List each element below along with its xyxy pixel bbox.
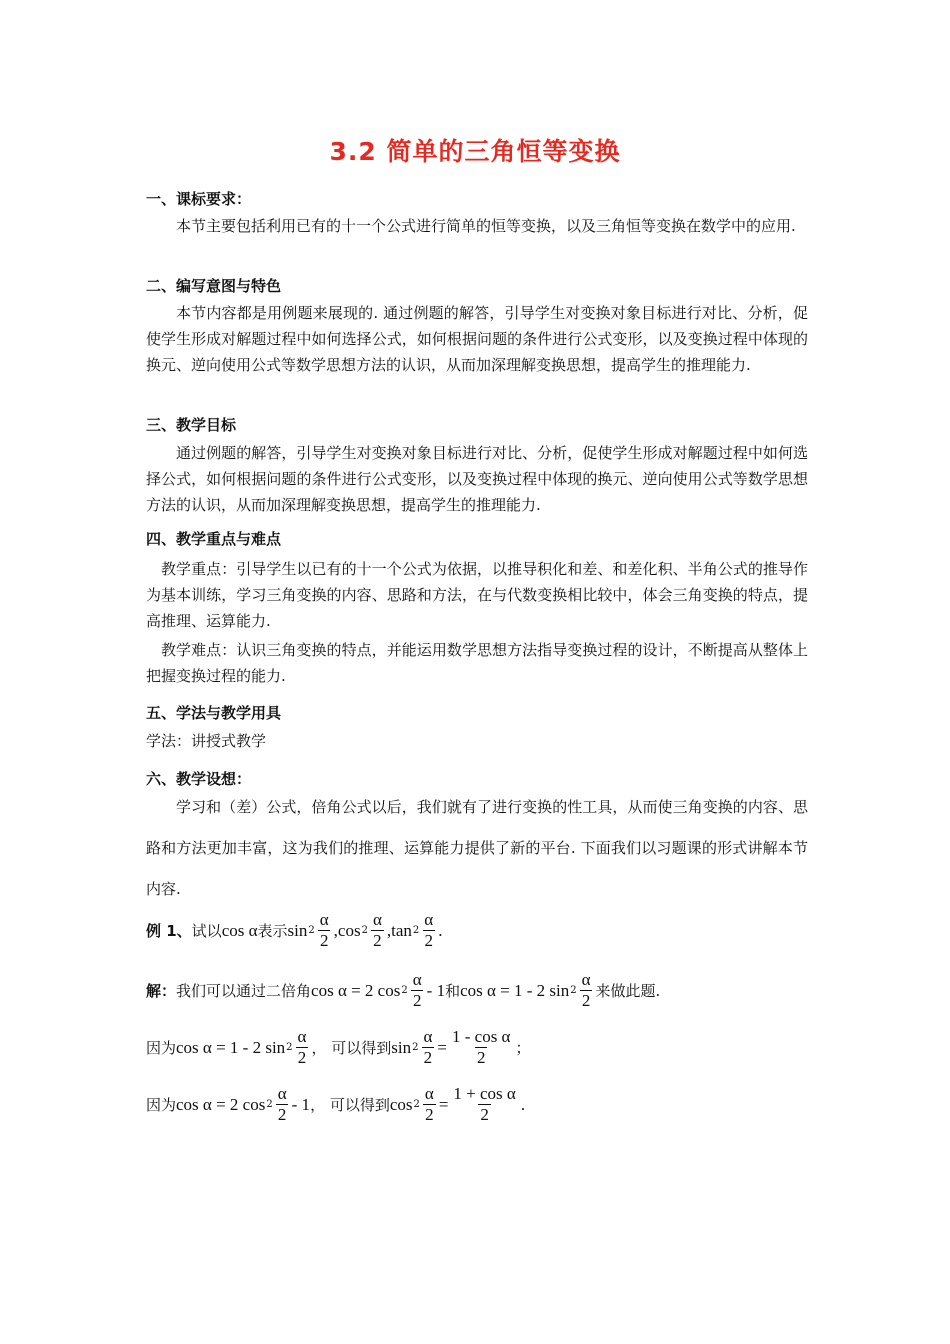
section-body-4b: 教学难点：认识三角变换的特点，并能运用数学思想方法指导变换过程的设计，不断提高从整体上把握变换过程的能力.: [146, 641, 808, 685]
math-fraction-half-alpha: $\frac{\alpha}{2}$: [424, 910, 434, 950]
section-heading-4: 四、教学重点与难点: [146, 530, 282, 548]
math-cos: cos: [389, 1094, 413, 1114]
math-sin: sin: [391, 1037, 412, 1057]
math-fraction-result: $\frac{\text{1 - cos α}}{2}$: [451, 1027, 511, 1067]
math-expression: cos α = 2 cos: [176, 1094, 266, 1114]
math-fraction-half-alpha: $\frac{\alpha}{2}$: [319, 910, 329, 950]
line3-text-1: 因为: [146, 1096, 177, 1114]
math-minus-one: - 1: [291, 1094, 311, 1114]
solution-text-1: 我们可以通过二倍角: [176, 982, 312, 1000]
derivation-line-cos: [146, 1084, 826, 1125]
section-body-6: 学习和（差）公式，倍角公式以后，我们就有了进行变换的性工具，从而使三角变换的内容、思路和方法更加丰富，这为我们的推理、运算能力提供了新的平台. 下面我们以习题课的形式讲解本节内容.: [146, 798, 808, 898]
line2-text-2: ， 可以得到: [311, 1039, 392, 1057]
math-exponent: 2: [286, 1042, 293, 1053]
math-cos: cos: [337, 920, 361, 940]
solution-text-2: 和: [445, 982, 461, 1000]
math-exponent: 2: [401, 985, 408, 996]
line2-end: ；: [515, 1039, 531, 1057]
math-tan: tan: [391, 920, 412, 940]
math-exponent: 2: [570, 985, 577, 996]
line3-end: .: [520, 1094, 526, 1114]
math-minus-one: - 1: [426, 980, 446, 1000]
example-1-line: [146, 910, 826, 951]
section-body-4a: 教学重点：引导学生以已有的十一个公式为依据，以推导积化和差、和差化积、半角公式的推导作为基本训练，学习三角变换的内容、思路和方法，在与代数变换相比较中，体会三角变换的特点，提高推理、运算能力.: [146, 560, 808, 630]
math-exponent: 2: [412, 925, 420, 936]
math-fraction-result: $\frac{\text{1 + cos α}}{2}$: [453, 1084, 516, 1124]
math-exponent: 2: [266, 1099, 273, 1110]
math-fraction-half-alpha: $\frac{\alpha}{2}$: [277, 1084, 287, 1124]
section-heading-3: 三、教学目标: [146, 416, 237, 434]
math-expression: cos α = 1 - 2 sin: [460, 980, 570, 1000]
math-expression: cos α = 2 cos: [311, 980, 401, 1000]
math-fraction-half-alpha: $\frac{\alpha}{2}$: [581, 970, 591, 1010]
math-expression: cos α = 1 - 2 sin: [176, 1037, 286, 1057]
math-exponent: 2: [308, 925, 315, 936]
example-text-1: 试以: [191, 922, 222, 940]
math-comma: ,: [386, 920, 392, 940]
section-heading-1: 一、课标要求：: [146, 190, 252, 208]
section-body-1: 本节主要包括利用已有的十一个公式进行简单的恒等变换，以及三角恒等变换在数学中的应用.: [176, 217, 796, 235]
section-heading-5: 五、学法与教学用具: [146, 704, 282, 722]
math-cos-alpha: cos α: [221, 920, 258, 940]
math-exponent: 2: [361, 925, 368, 936]
example-text-2: 表示: [257, 922, 288, 940]
example-label: 例 1、: [146, 922, 192, 940]
math-equals: =: [437, 1037, 447, 1057]
math-exponent: 2: [412, 1042, 419, 1053]
line2-text-1: 因为: [146, 1039, 177, 1057]
section-heading-6: 六、教学设想：: [146, 770, 252, 788]
section-heading-2: 二、编写意图与特色: [146, 277, 282, 295]
math-fraction-half-alpha: $\frac{\alpha}{2}$: [297, 1027, 307, 1067]
math-fraction-half-alpha: $\frac{\alpha}{2}$: [423, 1027, 433, 1067]
derivation-line-sin: [146, 1027, 826, 1068]
math-fraction-half-alpha: $\frac{\alpha}{2}$: [424, 1084, 434, 1124]
page-title: 3.2 简单的三角恒等变换: [329, 137, 621, 166]
math-equals: =: [438, 1094, 449, 1114]
math-comma: ,: [333, 920, 338, 940]
solution-line: [146, 970, 826, 1011]
section-body-2: 本节内容都是用例题来展现的. 通过例题的解答，引导学生对变换对象目标进行对比、分析，促使学生形成对解题过程中如何选择公式，如何根据问题的条件进行公式变形，以及变换过程中体现的换元、逆向使用公式等数学思想方法的认识，从而加深理解变换思想，提高学生的推理能力.: [146, 304, 808, 374]
line3-text-2: ， 可以得到: [310, 1096, 390, 1114]
solution-label: 解：: [146, 982, 177, 1000]
section-body-5: 学法：讲授式教学: [146, 732, 267, 750]
math-exponent: 2: [413, 1099, 420, 1110]
section-body-3: 通过例题的解答，引导学生对变换对象目标进行对比、分析，促使学生形成对解题过程中如何选择公式，如何根据问题的条件进行公式变形，以及变换过程中体现的换元、逆向使用公式等数学思想方法的认识，从而加深理解变换思想，提高学生的推理能力.: [146, 444, 808, 514]
math-sin: sin: [287, 920, 308, 940]
math-fraction-half-alpha: $\frac{\alpha}{2}$: [372, 910, 382, 950]
math-period: .: [438, 920, 443, 940]
solution-text-3: 来做此题.: [595, 982, 661, 1000]
math-fraction-half-alpha: $\frac{\alpha}{2}$: [412, 970, 422, 1010]
